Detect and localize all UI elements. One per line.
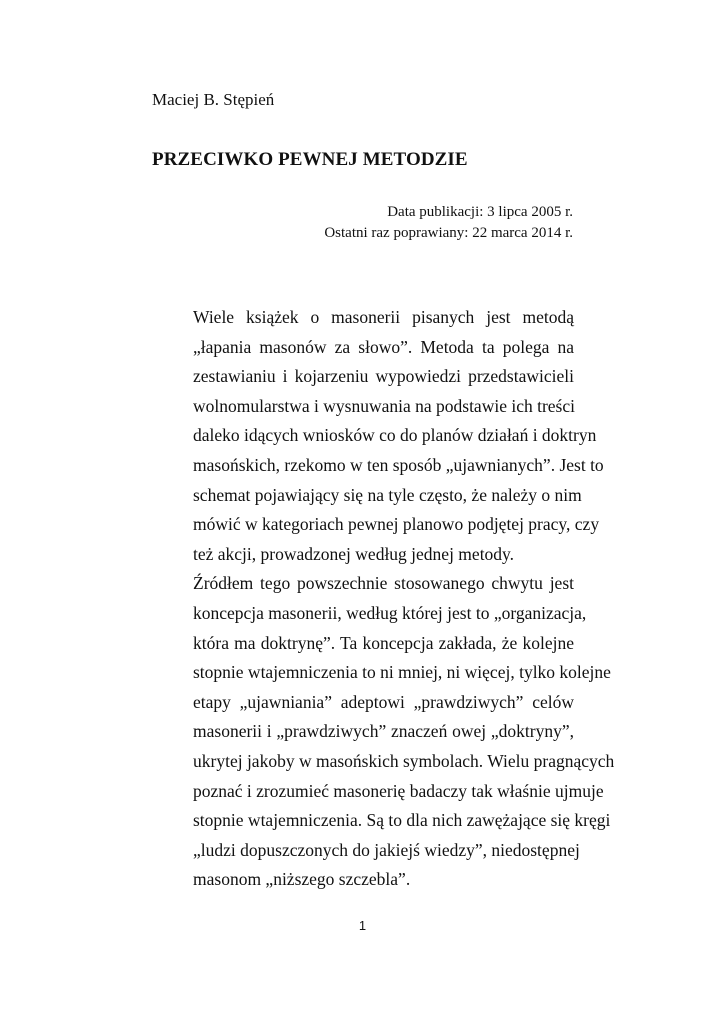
article-body: [152, 303, 615, 895]
publication-date: Data publikacji: 3 lipca 2005 r.: [387, 204, 573, 220]
paragraph-line: wolnomularstwa i wysnuwania na podstawie ich treści: [193, 395, 575, 416]
paragraph-line: daleko idących wniosków co do planów działań i doktryn: [193, 425, 597, 446]
paragraph-line: masonerii i „prawdziwych” znaczeń owej „doktryny”,: [193, 721, 574, 742]
document-title: PRZECIWKO PEWNEJ METODZIE: [152, 149, 468, 170]
paragraph-line: stopnie wtajemniczenia to ni mniej, ni więcej, tylko kolejne: [193, 662, 611, 683]
paragraph-line: poznać i zrozumieć masonerię badaczy tak właśnie ujmuje: [193, 780, 604, 801]
paragraph-line: masońskich, rzekomo w ten sposób „ujawnianych”. Jest to: [193, 454, 604, 475]
page-number: 1: [358, 918, 367, 933]
paragraph-line: też akcji, prowadzonej według jednej metody.: [193, 543, 515, 564]
publication-metadata: [324, 202, 573, 244]
paragraph-line: stopnie wtajemniczenia. Są to dla nich zawężające się kręgi: [193, 810, 611, 831]
paragraph-line: etapy „ujawniania” adeptowi „prawdziwych” celów: [193, 691, 574, 712]
paragraph-line: „ludzi dopuszczonych do jakiejś wiedzy”, niedostępnej: [193, 839, 580, 860]
paragraph-line: „łapania masonów za słowo”. Metoda ta polega na: [193, 336, 574, 357]
paragraph: [152, 569, 615, 895]
paragraph-line: ukrytej jakoby w masońskich symbolach. Wielu pragnących: [193, 750, 615, 771]
paragraph-line: masonom „niższego szczebla”.: [193, 869, 411, 890]
paragraph-line: Wiele książek o masonerii pisanych jest metodą: [193, 307, 574, 327]
paragraph-line: zestawianiu i kojarzeniu wypowiedzi przedstawicieli: [193, 366, 574, 387]
paragraph-line: mówić w kategoriach pewnej planowo podjętej pracy, czy: [193, 514, 600, 535]
paragraph: [152, 303, 604, 569]
last-revised-date: Ostatni raz poprawiany: 22 marca 2014 r.: [324, 225, 573, 241]
paragraph-line: która ma doktrynę”. Ta koncepcja zakłada, że kolejne: [193, 632, 574, 653]
paragraph-line: koncepcja masonerii, według której jest to „organizacja,: [193, 602, 587, 623]
paragraph-line: schemat pojawiający się na tyle często, że należy o nim: [193, 484, 582, 505]
author-name: Maciej B. Stępień: [152, 90, 275, 109]
paragraph-line: Źródłem tego powszechnie stosowanego chwytu jest: [193, 573, 574, 594]
